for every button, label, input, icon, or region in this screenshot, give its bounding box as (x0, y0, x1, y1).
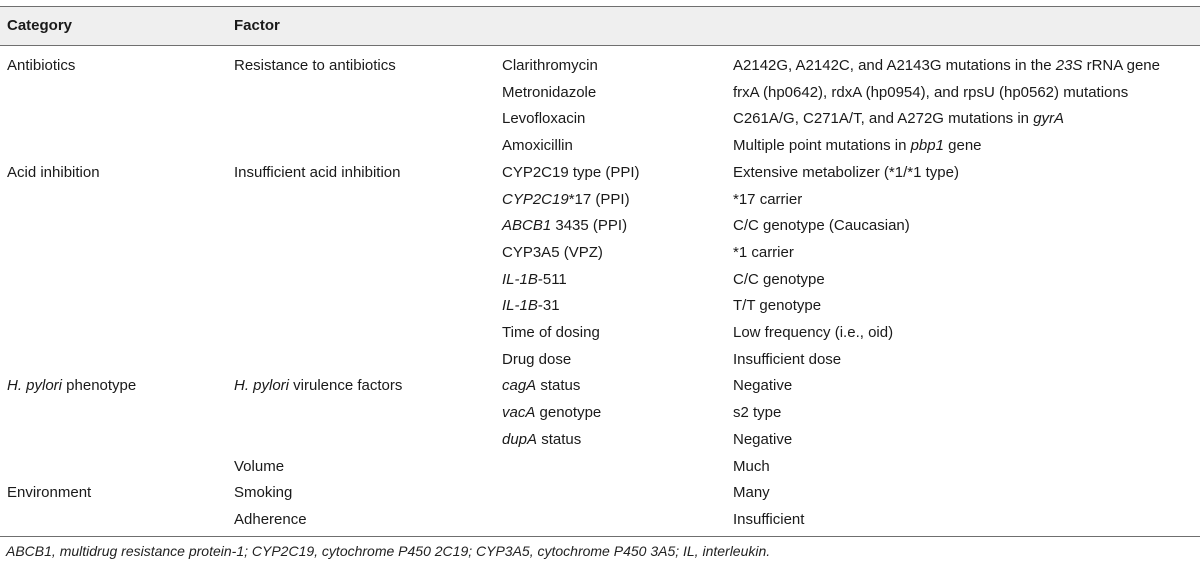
cell-detail (733, 270, 825, 290)
cell-item-part: 3435 (PPI) (551, 217, 628, 234)
header-band (0, 7, 1200, 45)
cell-detail (733, 296, 821, 316)
cell-detail-part: Insufficient (733, 511, 805, 528)
cell-item-part: -511 (537, 271, 567, 288)
cell-detail-part: Low frequency (i.e., oid) (733, 324, 894, 341)
cell-detail (733, 136, 982, 156)
cell-item-part: genotype (535, 404, 602, 421)
cell-detail (733, 483, 770, 503)
cell-detail-part: rRNA gene (1082, 57, 1160, 74)
cell-item: Metronidazole (502, 84, 597, 101)
cell-detail (733, 190, 802, 210)
cell-detail-part: Many (733, 484, 770, 501)
cell-detail (733, 430, 792, 450)
cell-detail-part: 23S (1055, 57, 1083, 74)
cell-item: CYP3A5 (VPZ) (502, 244, 603, 261)
cell-item-part: cagA (502, 377, 537, 394)
cell-factor: Adherence (234, 511, 307, 528)
cell-item: Drug dose (502, 351, 572, 368)
cell-detail (733, 323, 893, 343)
cell-detail (733, 510, 804, 530)
cell-detail-part: s2 type (733, 404, 782, 421)
cell-detail-part: T/T genotype (733, 297, 822, 314)
cell-detail-part: gyrA (1033, 110, 1065, 127)
cell-item (502, 376, 580, 396)
cell-detail-part: Negative (733, 377, 793, 394)
cell-category: Antibiotics (7, 57, 76, 74)
cell-category-part: H. pylori (7, 377, 63, 394)
cell-item-part: CYP2C19 (502, 191, 569, 208)
cell-factor: Volume (234, 458, 285, 475)
cell-factor: Resistance to antibiotics (234, 57, 396, 74)
cell-item-part: -31 (537, 297, 560, 314)
header-rule (0, 45, 1200, 46)
cell-detail-part: frxA (hp0642), rdxA (hp0954), and rpsU (hp0562) mutations (733, 84, 1129, 101)
cell-category (7, 376, 136, 396)
cell-factor-part: virulence factors (289, 377, 403, 394)
cell-factor-part: H. pylori (234, 377, 290, 394)
cell-item-part: ABCB1 (502, 217, 552, 234)
cell-detail (733, 163, 959, 183)
bottom-rule (0, 536, 1200, 537)
cell-item: CYP2C19 type (PPI) (502, 164, 640, 181)
cell-detail (733, 56, 1160, 76)
cell-item (502, 270, 567, 290)
cell-detail-part: C/C genotype (733, 271, 825, 288)
cell-category: Environment (7, 484, 92, 501)
cell-item (502, 190, 630, 210)
cell-detail (733, 350, 841, 370)
cell-detail (733, 403, 781, 423)
cell-detail (733, 109, 1064, 129)
cell-item-part: status (537, 431, 582, 448)
cell-category-part: phenotype (62, 377, 137, 394)
cell-item-part: dupA (502, 431, 538, 448)
cell-detail (733, 216, 910, 236)
cell-factor (234, 376, 402, 396)
header-category: Category (7, 17, 73, 34)
cell-item (502, 296, 560, 316)
cell-detail (733, 457, 770, 477)
cell-category: Acid inhibition (7, 164, 100, 181)
cell-detail (733, 376, 792, 396)
cell-item-part: vacA (502, 404, 536, 421)
cell-detail-part: Extensive metabolizer (*1/*1 type) (733, 164, 959, 181)
cell-item-part: IL-1B (502, 297, 538, 314)
cell-factor: Smoking (234, 484, 293, 501)
cell-item: Clarithromycin (502, 57, 598, 74)
cell-item (502, 403, 601, 423)
cell-detail-part: *17 carrier (733, 191, 803, 208)
cell-detail (733, 83, 1128, 103)
cell-detail-part: gene (943, 137, 982, 154)
cell-item: Levofloxacin (502, 110, 586, 127)
table-footnote: ABCB1, multidrug resistance protein-1; CYP2C19, cytochrome P450 2C19; CYP3A5, cytochrome P450 3A5; IL, interleukin. (6, 543, 771, 559)
cell-detail-part: pbp1 (910, 137, 944, 154)
cell-item (502, 216, 627, 236)
cell-item: Amoxicillin (502, 137, 573, 154)
cell-detail-part: A2142G, A2142C, and A2143G mutations in the (733, 57, 1056, 74)
cell-item: Time of dosing (502, 324, 600, 341)
cell-item-part: IL-1B (502, 271, 538, 288)
cell-item-part: status (536, 377, 581, 394)
cell-detail-part: Negative (733, 431, 793, 448)
cell-factor: Insufficient acid inhibition (234, 164, 401, 181)
cell-detail-part: Insufficient dose (733, 351, 842, 368)
cell-detail-part: C261A/G, C271A/T, and A272G mutations in (733, 110, 1034, 127)
cell-detail-part: C/C genotype (Caucasian) (733, 217, 910, 234)
cell-item-part: *17 (PPI) (568, 191, 630, 208)
cell-detail (733, 243, 794, 263)
cell-detail-part: *1 carrier (733, 244, 794, 261)
cell-detail-part: Multiple point mutations in (733, 137, 911, 154)
cell-detail-part: Much (733, 458, 770, 475)
cell-item (502, 430, 581, 450)
header-factor: Factor (234, 17, 280, 34)
